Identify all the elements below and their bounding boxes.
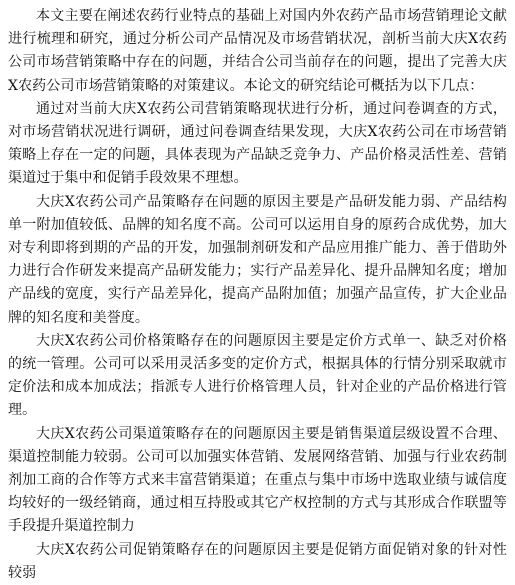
paragraph-intro: 本文主要在阐述农药行业特点的基础上对国内外农药产品市场营销理论文献进行梳理和研究，通过分析公司产品情况及市场营销状况，剖析当前大庆X农药公司市场营销策略中存在的问题，并结合公司当前存在的问题，提出了完善大庆X农药公司市场营销策略的对策建议。本论文的研究结论可概括为以下几点： xyxy=(8,8,507,94)
paragraph-promotion-strategy: 大庆X农药公司促销策略存在的问题原因主要是促销方面促销对象的针对性较弱 xyxy=(8,541,507,581)
paragraph-channel-strategy: 大庆X农药公司渠道策略存在的问题原因主要是销售渠道层级设置不合理、渠道控制能力较弱。公司可以加强实体营销、发展网络营销、加强与行业农药制剂加工商的合作等方式来丰富营销渠道；在重点与集中市场中选取业绩与诚信度均较好的一级经销商，通过相互持股或其它产权控制的方式与其形成合作联盟等手段提升渠道控制力 xyxy=(8,425,507,535)
paragraph-price-strategy: 大庆X农药公司价格策略存在的问题原因主要是定价方式单一、缺乏对价格的统一管理。公司可以采用灵活多变的定价方式，根据具体的行情分别采取就市定价法和成本加成法；指派专人进行价格管理人员，针对企业的产品价格进行管理。 xyxy=(8,332,507,419)
paragraph-product-strategy: 大庆X农药公司产品策略存在问题的原因主要是产品研发能力弱、产品结构单一附加值较低、品牌的知名度不高。公司可以运用自身的原药合成优势，加大对专利即将到期的产品的开发，加强制剂研发和产品应用推广能力、善于借助外力进行合作研发来提高产品研发能力；实行产品差异化、提升品牌知名度；增加产品线的宽度，实行产品差异化，提高产品附加值；加强产品宣传，扩大企业品牌的知名度和美誉度。 xyxy=(8,193,507,326)
paragraph-strategy-status: 通过对当前大庆X农药公司营销策略现状进行分析，通过问卷调查的方式，对市场营销状况进行调研，通过问卷调查结果发现，大庆X农药公司在市场营销策略上存在一定的问题，具体表现为产品缺乏竞争力、产品价格灵活性差、营销渠道过于集中和促销手段效果不理想。 xyxy=(8,100,507,187)
